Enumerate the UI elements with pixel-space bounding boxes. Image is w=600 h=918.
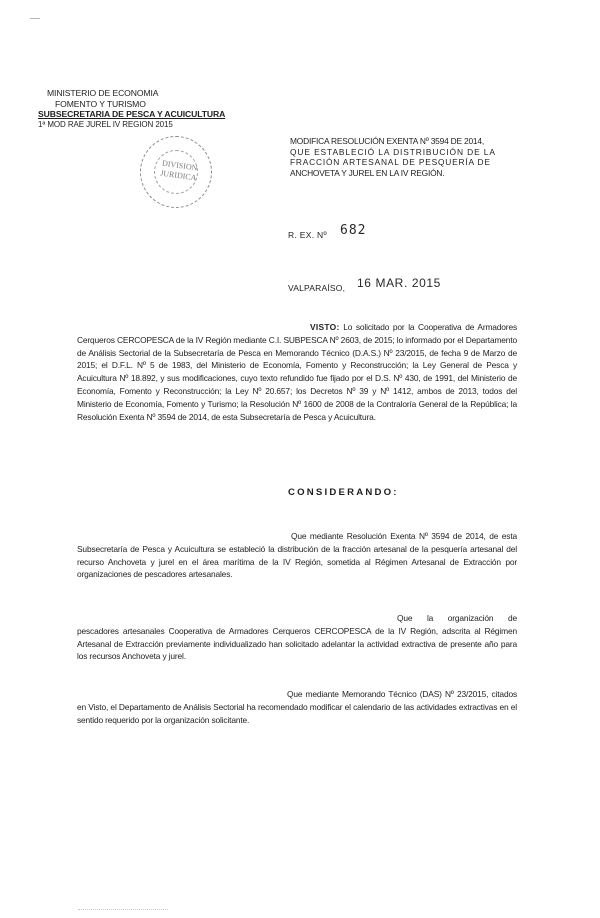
visto-text: Lo solicitado por la Cooperativa de Armadores Cerqueros CERCOPESCA de la IV Región mediante C.I. SUBPESCA Nº 2603, de 2015; lo informado por el Departamento de Análisis Sectorial de la Subsecretaría de Pesca en Memorando Técnico (D.A.S.) Nº 23/2015, de fecha 9 de Marzo de 2015; el D.F.L. Nº 5 de 1983, del Ministerio de Economía, Fomento y Reconstrucción; la Ley General de Pesca y Acuicultura Nº 18.892, y sus modificaciones, cuyo texto refundido fue fijado por el D.S. Nº 430, de 1991, del Ministerio de Economía, Fomento y Reconstrucción; la Ley Nº 20.657; los Decretos Nº 39 y Nº 1412, ambos de 2013, todos del Ministerio de Economía, Fomento y Turismo; la Resolución Nº 1600 de 2008 de la Contraloría General de la República; la Resolución Exenta Nº 3594 de 2014, de esta Subsecretaría de Pesca y Acuicultura.: [77, 322, 517, 422]
resolution-label: R. EX. Nº: [288, 230, 327, 240]
division-stamp: [140, 136, 212, 208]
ministry-subname: FOMENTO Y TURISMO: [55, 98, 146, 109]
subject-line-1: MODIFICA RESOLUCIÓN EXENTA Nº 3594 DE 2014,: [290, 136, 484, 146]
document-code: 1ª MOD RAE JUREL IV REGION 2015: [38, 119, 173, 129]
ministry-name: MINISTERIO DE ECONOMIA: [47, 88, 159, 98]
considerando-paragraph-1: Que mediante Resolución Exenta Nº 3594 de 2014, de esta Subsecretaría de Pesca y Acuicultura se estableció la distribución de la fracción artesanal de la pesquería artesanal del recurso Anchoveta y jurel en el área marítima de la IV Región, sometida al Régimen Artesanal de Extracción por organizaciones de pescadores artesanales.: [77, 531, 517, 580]
subject-line-2: QUE ESTABLECIÓ LA DISTRIBUCIÓN DE LA: [290, 146, 496, 157]
subject-line-3: FRACCIÓN ARTESANAL DE PESQUERÍA DE: [290, 157, 491, 168]
visto-label: VISTO:: [310, 322, 340, 332]
subject-reference: [290, 136, 516, 179]
considerando-paragraph-2: Que la organización de pescadores artesanales Cooperativa de Armadores Cerqueros CERCOPESCA de la IV Región, adscrita al Régimen Artesanal de Extracción previamente individualizado han solicitado adelantar la actividad extractiva de presente año para los recursos Anchoveta y jurel.: [77, 613, 517, 662]
visto-paragraph: [77, 321, 517, 423]
scan-mark: [30, 18, 40, 24]
stamp-text: DIVISION JURIDICA: [159, 158, 198, 183]
subsecretaria-name: SUBSECRETARIA DE PESCA Y ACUICULTURA: [38, 109, 226, 119]
date-value: 16 MAR. 2015: [357, 276, 441, 290]
subject-line-4: ANCHOVETA Y JUREL EN LA IV REGIÓN.: [290, 168, 445, 179]
date-city: VALPARAÍSO,: [288, 283, 346, 293]
scan-edge-mark: [78, 909, 168, 910]
ministry-header: [38, 88, 225, 130]
considerando-paragraph-3: Que mediante Memorando Técnico (DAS) Nº 23/2015, citados en Visto, el Departamento de Análisis Sectorial ha recomendado modificar el calendario de las actividades extractivas en el sentido requerido por la organización solicitante.: [77, 689, 517, 725]
considerando-title: CONSIDERANDO:: [288, 487, 399, 498]
resolution-number: 682: [340, 223, 367, 238]
